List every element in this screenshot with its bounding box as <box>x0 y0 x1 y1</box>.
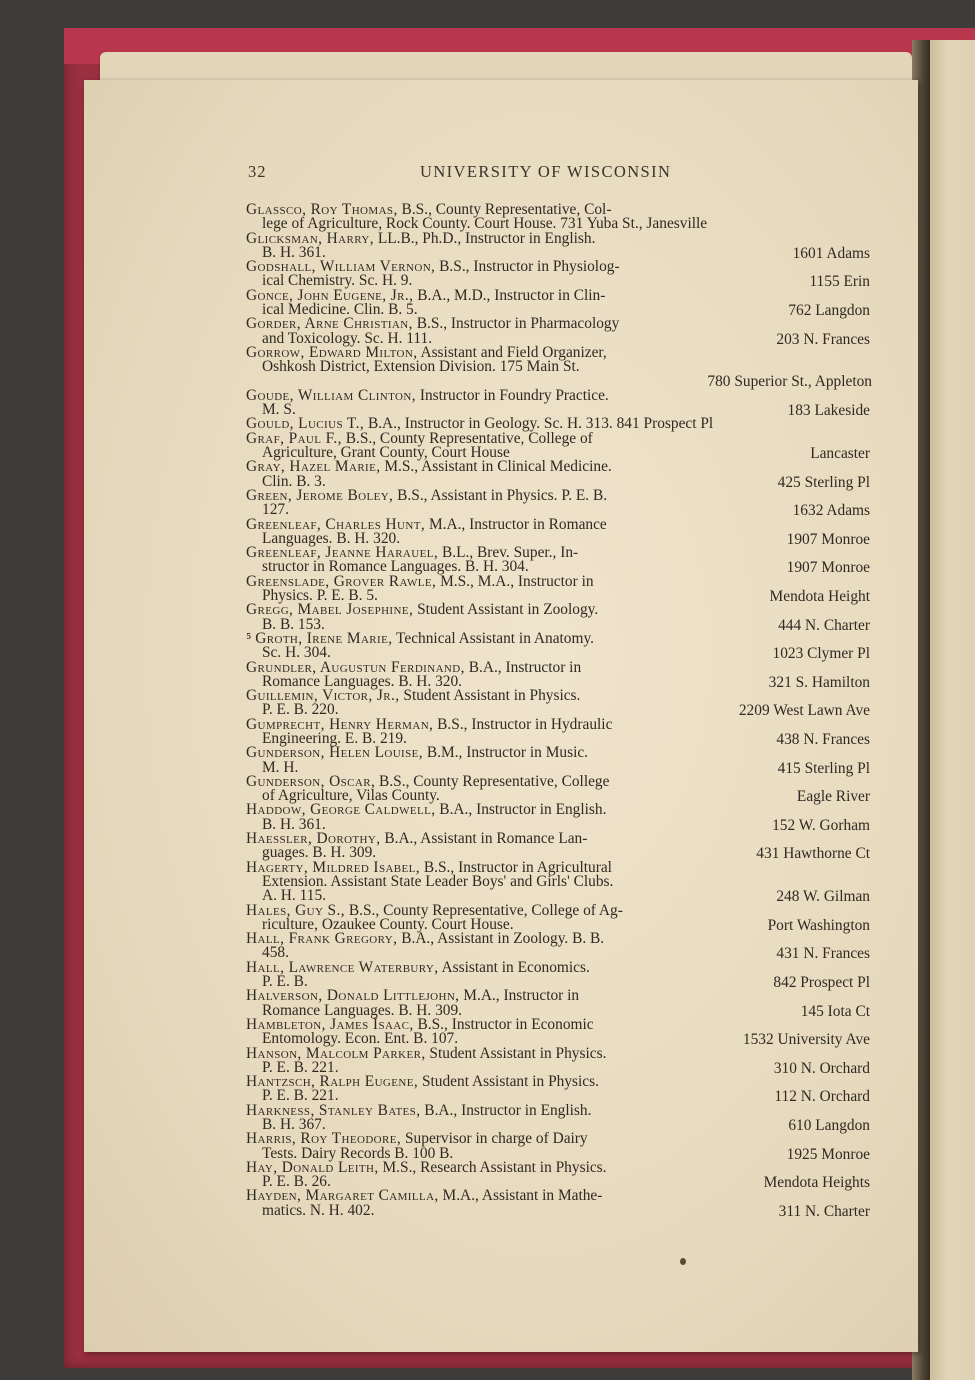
directory-entry <box>246 1015 872 1049</box>
entry-detail-line: Physics. P. E. B. 5. <box>262 587 378 605</box>
entry-address: 183 Lakeside <box>787 402 870 420</box>
entry-detail-line: P. E. B. 221. <box>262 1087 339 1105</box>
entry-detail-line: 127. <box>262 501 289 519</box>
entry-name-line: Graf, Paul F., B.S., County Representative, College of <box>246 429 593 447</box>
entry-address: 1532 University Ave <box>742 1031 870 1049</box>
directory-entry <box>246 486 872 520</box>
entry-detail-line: Romance Languages. B. H. 320. <box>262 672 463 690</box>
directory-entry <box>246 989 872 1018</box>
entry-address: Mendota Height <box>769 588 870 606</box>
entry-detail-line: 458. <box>262 944 289 962</box>
entry-name-line: Gunderson, Helen Louise, B.M., Instructor in Music. <box>246 744 589 762</box>
entry-detail-line: Romance Languages. B. H. 309. <box>262 1001 463 1019</box>
directory-entry <box>246 1189 872 1218</box>
entry-detail-line: guages. B. H. 309. <box>262 844 377 862</box>
directory-entry <box>246 958 872 992</box>
entry-detail-line: ical Chemistry. Sc. H. 9. <box>262 272 413 290</box>
directory-entry <box>246 260 872 289</box>
entry-address: 1632 Adams <box>792 502 870 520</box>
entry-name-line: Gray, Hazel Marie, M.S., Assistant in Clinical Medicine. <box>246 458 612 476</box>
entry-name-line: ⁵ Groth, Irene Marie, Technical Assistant in Anatomy. <box>246 629 595 647</box>
directory-entry <box>246 1132 872 1161</box>
entry-address: 1907 Monroe <box>786 530 870 548</box>
directory-entry <box>246 203 872 232</box>
directory-entry <box>246 1075 872 1104</box>
entry-address: 248 W. Gilman <box>776 888 870 906</box>
directory-entry <box>246 629 872 663</box>
directory-entry <box>246 572 872 606</box>
entry-name-line: Green, Jerome Boley, B.S., Assistant in Physics. P. E. B. <box>246 486 608 504</box>
directory-entry <box>246 932 872 961</box>
directory-entry <box>246 286 872 320</box>
entry-name-line: Hay, Donald Leith, M.S., Research Assistant in Physics. <box>246 1158 607 1176</box>
entry-name-line: Glicksman, Harry, LL.B., Ph.D., Instructor in English. <box>246 229 596 247</box>
entry-name-line: Godshall, William Vernon, B.S., Instructor in Physiolog- <box>246 258 620 276</box>
entry-name-line: Harkness, Stanley Bates, B.A., Instructor in English. <box>246 1101 592 1119</box>
entry-detail-line: P. E. B. <box>262 973 308 991</box>
entry-name-line: Hanson, Malcolm Parker, Student Assistant in Physics. <box>246 1044 607 1062</box>
entry-address: 431 N. Frances <box>776 945 870 963</box>
entry-address: 145 Iota Ct <box>800 1002 870 1020</box>
entry-detail-line: B. H. 361. <box>262 815 326 833</box>
entry-detail-line: M. H. <box>262 758 299 776</box>
entry-detail-line: B. B. 153. <box>262 615 325 633</box>
entry-name-line: Greenleaf, Jeanne Harauel, B.L., Brev. Super., In- <box>246 544 579 562</box>
directory-entry <box>246 546 872 575</box>
directory-entry <box>246 689 872 718</box>
entry-address: 311 N. Charter <box>778 1202 870 1220</box>
entry-address: Port Washington <box>767 916 870 934</box>
entry-address: Lancaster <box>810 445 870 463</box>
directory-entry <box>246 343 872 390</box>
entry-detail-line: Engineering. E. B. 219. <box>262 729 407 747</box>
entry-detail-line: matics. N. H. 402. <box>262 1201 375 1219</box>
entry-name-line: Gorder, Arne Christian, B.S., Instructor in Pharmacology <box>246 315 620 333</box>
entry-detail-line: P. E. B. 26. <box>262 1173 331 1191</box>
directory-entry <box>246 832 872 861</box>
entry-detail-line: Entomology. Econ. Ent. B. 107. <box>262 1030 459 1048</box>
entry-detail-line: riculture, Ozaukee County. Court House. <box>262 915 514 933</box>
entry-name-line: Greenleaf, Charles Hunt, M.A., Instructor in Romance <box>246 515 607 533</box>
entry-name-line: Harris, Roy Theodore, Supervisor in charge of Dairy <box>246 1130 588 1148</box>
entry-name-line: Goude, William Clinton, Instructor in Foundry Practice. <box>246 386 609 404</box>
entry-detail-line: M. S. <box>262 401 296 419</box>
entry-address: 1155 Erin <box>809 273 870 291</box>
entry-address: 780 Superior St., Appleton <box>707 372 872 390</box>
entry-name-line: Glassco, Roy Thomas, B.S., County Representative, Col- <box>246 201 612 218</box>
entry-name-line: Hall, Frank Gregory, B.A., Assistant in Zoology. B. B. <box>246 930 605 948</box>
entry-name-line: Hales, Guy S., B.S., County Representative, College of Ag- <box>246 901 623 919</box>
directory-entry <box>246 772 872 806</box>
entry-address: 1601 Adams <box>792 244 870 262</box>
directory-entry <box>246 429 872 463</box>
entry-address: 438 N. Frances <box>776 730 870 748</box>
entry-address: 444 N. Charter <box>778 616 870 634</box>
entry-address: 321 S. Hamilton <box>768 673 870 691</box>
entry-detail-line: B. H. 367. <box>262 1116 326 1133</box>
entry-detail-line: B. H. 361. <box>262 243 326 261</box>
entry-name-line: Hayden, Margaret Camilla, M.A., Assistant in Mathe- <box>246 1187 603 1205</box>
entry-detail-line: P. E. B. 221. <box>262 1058 339 1076</box>
directory-entry <box>246 229 872 262</box>
directory-entry <box>246 1044 872 1077</box>
entry-detail-line: Agriculture, Grant County, Court House <box>262 444 510 462</box>
entry-detail-line: Oshkosh District, Extension Division. 175 Main St. <box>262 358 580 376</box>
entry-detail-line: Languages. B. H. 320. <box>262 529 401 547</box>
entry-address: Eagle River <box>796 788 870 806</box>
entry-name-line: Gumprecht, Henry Herman, B.S., Instructor in Hydraulic <box>246 715 613 733</box>
entry-address: 431 Hawthorne Ct <box>756 845 870 863</box>
entry-detail-line: A. H. 115. <box>262 887 326 905</box>
entry-address: 415 Sterling Pl <box>777 759 870 777</box>
entry-name-line: Hagerty, Mildred Isabel, B.S., Instructor in Agricultural <box>246 858 612 876</box>
directory-entry <box>246 803 872 832</box>
entry-detail-line: lege of Agriculture, Rock County. Court House. 731 Yuba St., Janesville <box>262 215 708 233</box>
entry-detail-line: Clin. B. 3. <box>262 472 326 490</box>
entry-address: 152 W. Gorham <box>772 816 870 834</box>
entry-name-line: Hantzsch, Ralph Eugene, Student Assistant in Physics. <box>246 1073 599 1091</box>
entry-detail-line: Sc. H. 304. <box>262 644 331 662</box>
entry-name-line: Gregg, Mabel Josephine, Student Assistant in Zoology. <box>246 601 599 619</box>
entry-name-line: Gunderson, Oscar, B.S., County Representative, College <box>246 772 610 790</box>
entry-detail-line: ical Medicine. Clin. B. 5. <box>262 301 418 319</box>
entry-address: Mendota Heights <box>763 1174 870 1192</box>
directory-entry <box>246 901 872 934</box>
directory-entry <box>246 317 872 346</box>
entry-detail-line: of Agriculture, Vilas County. <box>262 787 440 805</box>
entry-address: 762 Langdon <box>788 302 870 320</box>
directory-entry <box>246 515 872 548</box>
entry-name-line: Greenslade, Grover Rawle, M.S., M.A., Instructor in <box>246 572 594 590</box>
entry-detail-line: structor in Romance Languages. B. H. 304. <box>262 558 529 576</box>
page-title: UNIVERSITY OF WISCONSIN <box>420 162 672 181</box>
entry-address: 2209 West Lawn Ave <box>738 702 870 720</box>
directory-entry <box>246 715 872 748</box>
entry-address: 425 Sterling Pl <box>777 473 870 491</box>
directory-entry <box>246 603 872 632</box>
entry-address: 203 N. Frances <box>776 330 870 348</box>
facing-page <box>930 40 975 1380</box>
directory-entry <box>246 386 872 420</box>
directory-entry <box>246 658 872 691</box>
directory-entry <box>246 460 872 489</box>
entry-address: 310 N. Orchard <box>773 1059 870 1077</box>
entry-address: 1925 Monroe <box>786 1145 870 1163</box>
entry-address: 610 Langdon <box>788 1117 870 1134</box>
entry-name-line: Gonce, John Eugene, Jr., B.A., M.D., Instructor in Clin- <box>246 286 606 304</box>
directory-entry <box>246 858 872 906</box>
entry-name-line: Gould, Lucius T., B.A., Instructor in Geology. Sc. H. 313. 841 Prospect Pl <box>246 415 714 433</box>
running-head <box>240 160 880 184</box>
entry-name-line: Guillemin, Victor, Jr., Student Assistant in Physics. <box>246 687 581 705</box>
ink-spot <box>680 1258 686 1265</box>
entry-detail-line: and Toxicology. Sc. H. 111. <box>262 329 433 347</box>
entry-name-line: Grundler, Augustun Ferdinand, B.A., Instructor in <box>246 658 582 676</box>
entry-detail-line: Extension. Assistant State Leader Boys' and Girls' Clubs. <box>262 872 614 890</box>
entry-name-line: Gorrow, Edward Milton, Assistant and Field Organizer, <box>246 343 607 361</box>
entry-name-line: Haessler, Dorothy, B.A., Assistant in Romance Lan- <box>246 830 588 848</box>
entry-address: 842 Prospect Pl <box>773 974 870 992</box>
directory-entry <box>246 1101 872 1134</box>
entry-detail-line: P. E. B. 220. <box>262 701 339 719</box>
entry-name-line: Hambleton, James Isaac, B.S., Instructor in Economic <box>246 1015 594 1033</box>
entry-name-line: Halverson, Donald Littlejohn, M.A., Instructor in <box>246 987 580 1005</box>
entry-detail-line: Tests. Dairy Records B. 100 B. <box>262 1144 454 1162</box>
entry-name-line: Haddow, George Caldwell, B.A., Instructor in English. <box>246 801 607 819</box>
entry-address: 112 N. Orchard <box>774 1088 870 1106</box>
directory-entries <box>246 203 872 1218</box>
entry-name-line: Hall, Lawrence Waterbury, Assistant in Economics. <box>246 958 590 976</box>
page-number: 32 <box>248 162 267 181</box>
directory-entry <box>246 1158 872 1192</box>
entry-address: 1023 Clymer Pl <box>772 645 870 663</box>
directory-entry <box>246 746 872 775</box>
entry-address: 1907 Monroe <box>786 559 870 577</box>
